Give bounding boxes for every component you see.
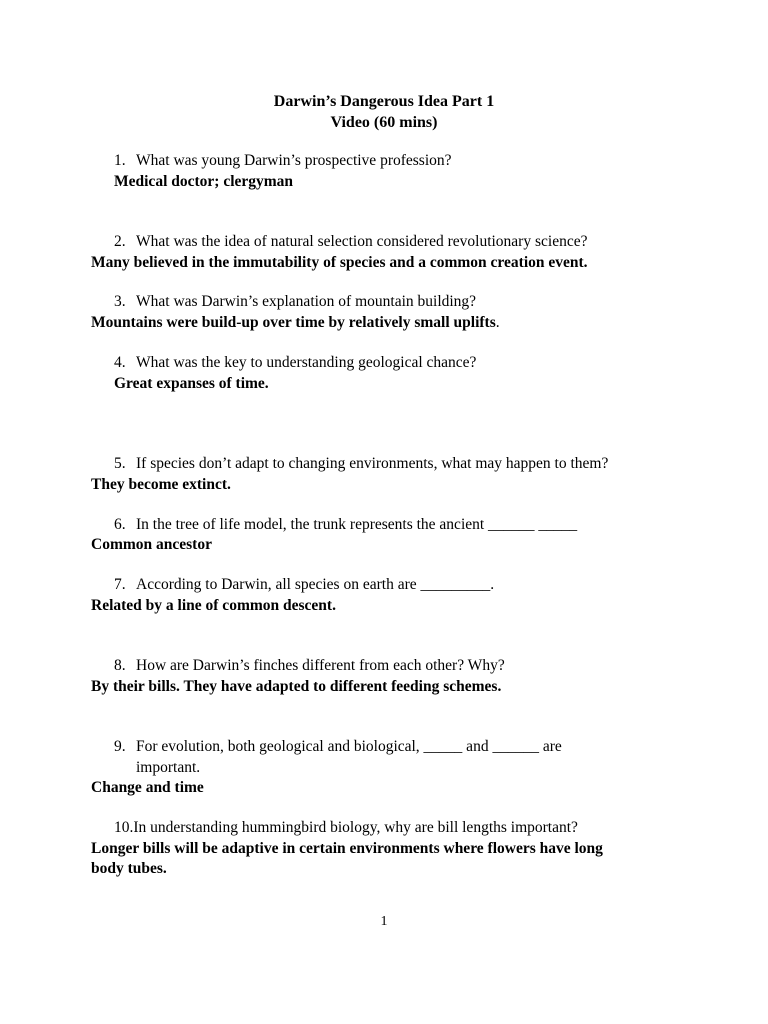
question-1 bbox=[114, 151, 452, 171]
question-number: 4. bbox=[114, 354, 126, 371]
answer-6: Common ancestor bbox=[91, 536, 212, 553]
question-number: 1. bbox=[114, 152, 126, 169]
question-text: What was the key to understanding geological chance? bbox=[136, 354, 477, 371]
question-10 bbox=[114, 818, 578, 838]
question-4 bbox=[114, 353, 476, 373]
question-text: In the tree of life model, the trunk represents the ancient ______ _____ bbox=[136, 516, 578, 533]
question-text: In understanding hummingbird biology, why are bill lengths important? bbox=[133, 819, 578, 836]
answer-9: Change and time bbox=[91, 779, 204, 796]
question-number: 7. bbox=[114, 576, 126, 593]
question-7 bbox=[114, 575, 494, 595]
question-9 bbox=[114, 737, 562, 757]
question-text: For evolution, both geological and biological, _____ and ______ are bbox=[136, 738, 562, 755]
answer-2: Many believed in the immutability of species and a common creation event. bbox=[91, 254, 588, 271]
question-5 bbox=[114, 454, 608, 474]
answer-3 bbox=[91, 313, 500, 333]
question-6 bbox=[114, 515, 577, 535]
title-line-1: Darwin’s Dangerous Idea Part 1 bbox=[273, 93, 495, 110]
question-number: 3. bbox=[114, 293, 126, 310]
question-number: 8. bbox=[114, 657, 126, 674]
question-number: 9. bbox=[114, 738, 126, 755]
question-text: What was the idea of natural selection considered revolutionary science? bbox=[136, 233, 588, 250]
question-text: According to Darwin, all species on earth are _________. bbox=[136, 576, 495, 593]
answer-4: Great expanses of time. bbox=[114, 375, 269, 392]
question-number: 2. bbox=[114, 233, 126, 250]
question-text: What was young Darwin’s prospective profession? bbox=[136, 152, 452, 169]
page-number: 1 bbox=[380, 914, 388, 929]
question-9-continued: important. bbox=[136, 759, 201, 776]
answer-1: Medical doctor; clergyman bbox=[114, 173, 294, 190]
question-text: How are Darwin’s finches different from each other? Why? bbox=[136, 657, 505, 674]
question-number: 6. bbox=[114, 516, 126, 533]
question-number: 5. bbox=[114, 455, 126, 472]
answer-8: By their bills. They have adapted to different feeding schemes. bbox=[91, 678, 502, 695]
question-3 bbox=[114, 292, 476, 312]
title-line-2: Video (60 mins) bbox=[330, 114, 438, 131]
answer-period: . bbox=[495, 314, 500, 331]
answer-10: Longer bills will be adaptive in certain environments where flowers have long bbox=[91, 840, 603, 857]
answer-text: Mountains were build-up over time by relatively small uplifts bbox=[91, 314, 496, 331]
question-number: 10. bbox=[114, 819, 134, 836]
question-text: If species don’t adapt to changing environments, what may happen to them? bbox=[136, 455, 609, 472]
answer-5: They become extinct. bbox=[91, 476, 231, 493]
question-text: What was Darwin’s explanation of mountain building? bbox=[136, 293, 477, 310]
answer-7: Related by a line of common descent. bbox=[91, 597, 336, 614]
answer-10-continued: body tubes. bbox=[91, 860, 167, 877]
question-8 bbox=[114, 656, 505, 676]
question-2 bbox=[114, 232, 587, 252]
